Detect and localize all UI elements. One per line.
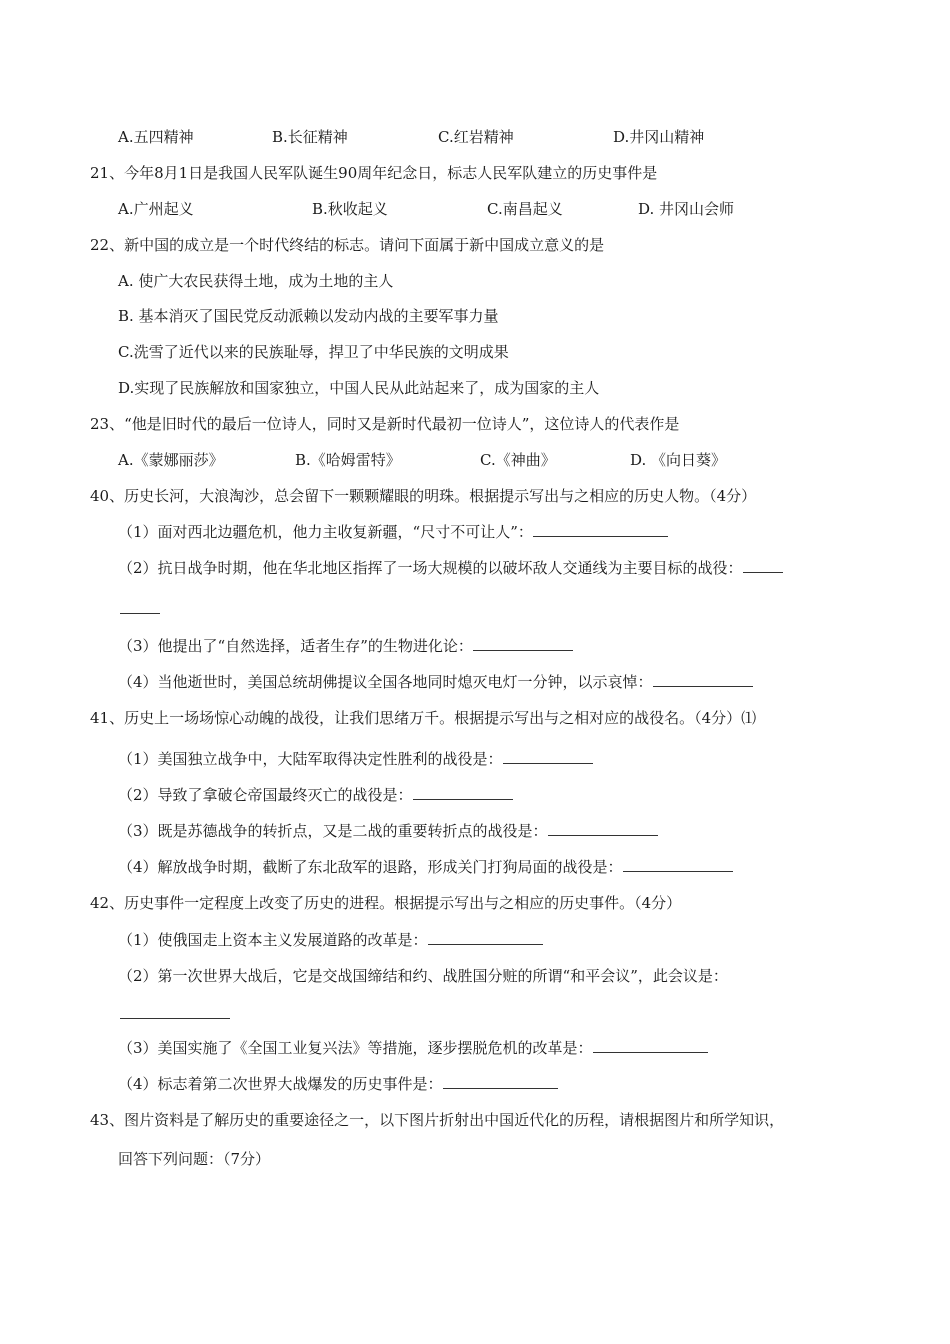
q23-option-a: A.《蒙娜丽莎》 [118, 451, 224, 469]
q22-option-c: C.洗雪了近代以来的民族耻辱，捍卫了中华民族的文明成果 [118, 343, 509, 361]
q41-item-4 [118, 857, 733, 877]
q42-item-1 [118, 930, 543, 950]
q42-item-2-text: （2）第一次世界大战后，它是交战国缔结和约、战胜国分赃的所谓“和平会议”，此会议是： [118, 967, 728, 985]
q41-answer-blank-2[interactable] [413, 785, 513, 800]
q40-answer-blank-2[interactable] [743, 558, 783, 573]
q21-option-b: B.秋收起义 [312, 200, 388, 218]
q42-stem: 42、历史事件一定程度上改变了历史的进程。根据提示写出与之相应的历史事件。（4分） [90, 894, 682, 912]
q22-stem: 22、新中国的成立是一个时代终结的标志。请问下面属于新中国成立意义的是 [90, 236, 605, 254]
q42-answer-blank-1[interactable] [428, 930, 543, 945]
q41-item-1-text: （1）美国独立战争中，大陆军取得决定性胜利的战役是： [118, 750, 503, 768]
q41-item-4-text: （4）解放战争时期，截断了东北敌军的退路，形成关门打狗局面的战役是： [118, 858, 623, 876]
q23-stem: 23、“他是旧时代的最后一位诗人，同时又是新时代最初一位诗人”，这位诗人的代表作是 [90, 415, 680, 433]
q23-option-b: B.《哈姆雷特》 [295, 451, 401, 469]
q42-item-4 [118, 1074, 558, 1094]
q40-item-4-text: （4）当他逝世时，美国总统胡佛提议全国各地同时熄灭电灯一分钟，以示哀悼： [118, 673, 653, 691]
q20-option-b: B.长征精神 [272, 128, 348, 146]
q41-item-2 [118, 785, 513, 805]
q42-answer-blank-3[interactable] [593, 1038, 708, 1053]
q41-stem: 41、历史上一场场惊心动魄的战役，让我们思绪万千。根据提示写出与之相对应的战役名。（4分）⑴ [90, 709, 757, 727]
q43-stem-continued: 回答下列问题：（7分） [118, 1150, 271, 1168]
q42-answer-blank-4[interactable] [443, 1074, 558, 1089]
q42-item-1-text: （1）使俄国走上资本主义发展道路的改革是： [118, 931, 428, 949]
q41-answer-blank-4[interactable] [623, 857, 733, 872]
q21-stem: 21、今年8月1日是我国人民军队诞生90周年纪念日，标志人民军队建立的历史事件是 [90, 164, 658, 182]
q20-option-c: C.红岩精神 [438, 128, 514, 146]
q41-answer-blank-3[interactable] [548, 821, 658, 836]
q22-option-d: D.实现了民族解放和国家独立，中国人民从此站起来了，成为国家的主人 [118, 379, 600, 397]
q21-option-a: A.广州起义 [118, 200, 194, 218]
q41-answer-blank-1[interactable] [503, 749, 593, 764]
q20-option-d: D.井冈山精神 [613, 128, 705, 146]
q42-item-3-text: （3）美国实施了《全国工业复兴法》等措施，逐步摆脱危机的改革是： [118, 1039, 593, 1057]
q40-answer-blank-2-cont[interactable] [120, 599, 160, 614]
q21-option-d: D. 井冈山会师 [638, 200, 735, 218]
q41-item-3-text: （3）既是苏德战争的转折点，又是二战的重要转折点的战役是： [118, 822, 548, 840]
q21-option-c: C.南昌起义 [487, 200, 563, 218]
q42-answer-blank-2[interactable] [120, 1004, 230, 1019]
q22-option-b: B. 基本消灭了国民党反动派赖以发动内战的主要军事力量 [118, 307, 499, 325]
q40-item-2-text: （2）抗日战争时期，他在华北地区指挥了一场大规模的以破坏敌人交通线为主要目标的战役： [118, 559, 743, 577]
q40-item-1-text: （1）面对西北边疆危机，他力主收复新疆，“尺寸不可让人”： [118, 523, 533, 541]
q40-stem: 40、历史长河，大浪淘沙，总会留下一颗颗耀眼的明珠。根据提示写出与之相应的历史人物。（4分） [90, 487, 757, 505]
q42-item-4-text: （4）标志着第二次世界大战爆发的历史事件是： [118, 1075, 443, 1093]
q23-option-d: D. 《向日葵》 [630, 451, 727, 469]
q41-item-3 [118, 821, 658, 841]
q22-option-a: A. 使广大农民获得土地，成为土地的主人 [118, 272, 394, 290]
q41-item-2-text: （2）导致了拿破仑帝国最终灭亡的战役是： [118, 786, 413, 804]
q41-item-1 [118, 749, 593, 769]
q40-item-4 [118, 672, 753, 692]
q43-stem: 43、图片资料是了解历史的重要途径之一，以下图片折射出中国近代化的历程，请根据图片和所学知识， [90, 1111, 785, 1129]
q40-item-1 [118, 522, 668, 542]
q40-item-3-text: （3）他提出了“自然选择，适者生存”的生物进化论： [118, 637, 473, 655]
q42-item-2 [118, 966, 728, 986]
q40-item-2 [118, 558, 783, 578]
q40-answer-blank-3[interactable] [473, 636, 573, 651]
q40-item-3 [118, 636, 573, 656]
q42-item-3 [118, 1038, 708, 1058]
q40-answer-blank-1[interactable] [533, 522, 668, 537]
q20-option-a: A.五四精神 [118, 128, 194, 146]
q23-option-c: C.《神曲》 [480, 451, 556, 469]
q40-answer-blank-4[interactable] [653, 672, 753, 687]
